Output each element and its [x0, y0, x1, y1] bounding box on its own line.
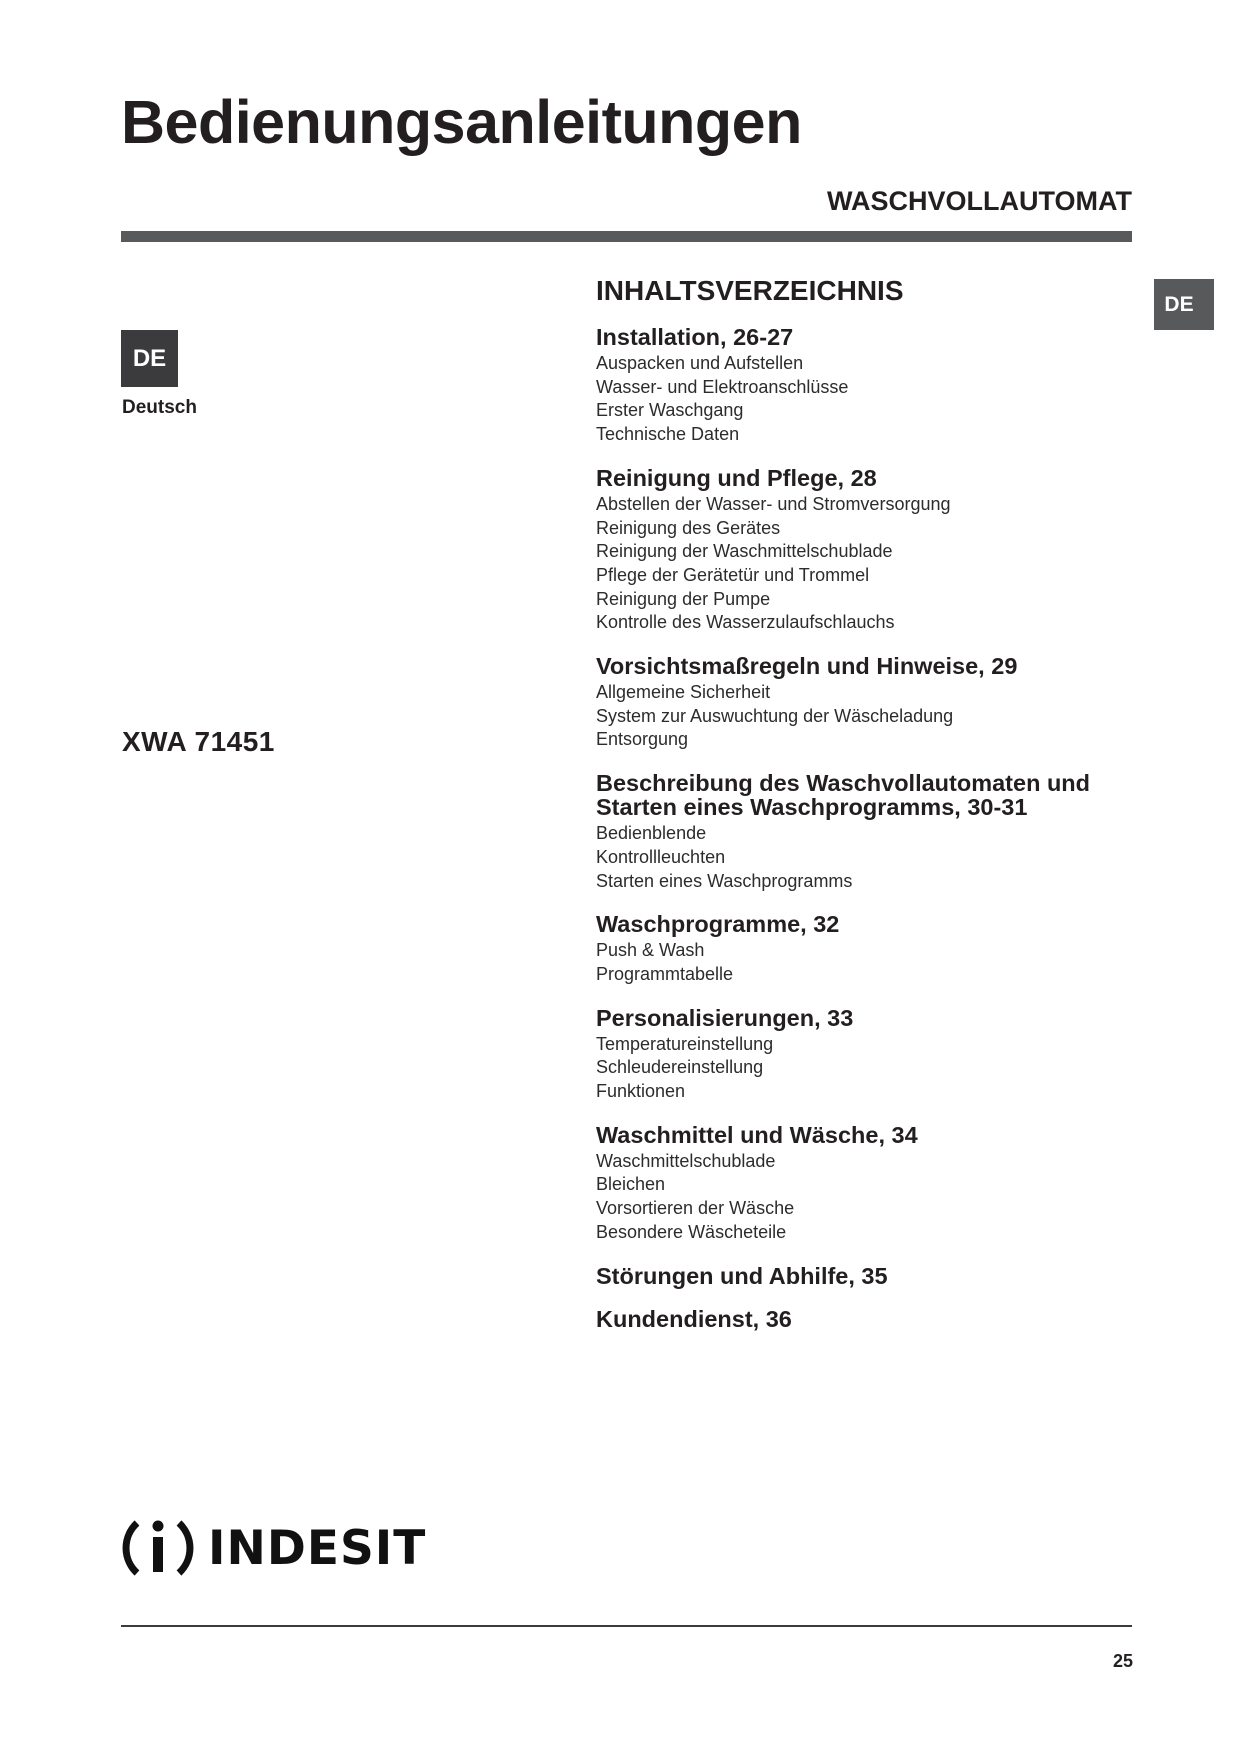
- toc-section: [596, 466, 1136, 635]
- toc-section-title[interactable]: Installation, 26-27: [596, 324, 794, 350]
- toc-entry[interactable]: Vorsortieren der Wäsche: [596, 1198, 795, 1219]
- header-divider: [121, 231, 1132, 242]
- product-type: WASCHVOLLAUTOMAT: [827, 186, 1132, 216]
- toc-entry[interactable]: Pflege der Gerätetür und Trommel: [596, 564, 870, 585]
- indesit-i-icon: [120, 1510, 196, 1586]
- toc-sections: [596, 325, 1136, 1331]
- toc-entry[interactable]: Push & Wash: [596, 940, 705, 961]
- toc-entry[interactable]: Waschmittelschublade: [596, 1150, 776, 1171]
- toc-entry[interactable]: Kontrolle des Wasserzulaufschlauchs: [596, 612, 895, 633]
- toc-entry[interactable]: Erster Waschgang: [596, 400, 744, 421]
- brand-name: INDESIT: [208, 1520, 427, 1576]
- toc-entry[interactable]: Funktionen: [596, 1081, 686, 1102]
- toc-entry[interactable]: System zur Auswuchtung der Wäscheladung: [596, 705, 954, 726]
- language-name: Deutsch: [122, 397, 197, 418]
- toc-section-title[interactable]: Waschmittel und Wäsche, 34: [596, 1121, 918, 1148]
- toc-entry[interactable]: Reinigung der Waschmittelschublade: [596, 541, 893, 562]
- page-title: Bedienungsanleitungen: [121, 88, 802, 156]
- toc-section: [596, 1264, 1136, 1288]
- toc-entry[interactable]: Bedienblende: [596, 823, 707, 844]
- toc-entry[interactable]: Wasser- und Elektroanschlüsse: [596, 376, 849, 397]
- toc-section: [596, 1307, 1136, 1331]
- toc-entry[interactable]: Auspacken und Aufstellen: [596, 353, 804, 373]
- toc-entry[interactable]: Kontrollleuchten: [596, 846, 726, 867]
- toc-section: [596, 771, 1136, 893]
- toc-section-title[interactable]: Vorsichtsmaßregeln und Hinweise, 29: [596, 653, 1018, 680]
- table-of-contents: [596, 275, 1136, 1350]
- toc-section-title[interactable]: Personalisierungen, 33: [596, 1004, 854, 1031]
- toc-section-title[interactable]: Kundendienst, 36: [596, 1305, 792, 1332]
- toc-entry[interactable]: Entsorgung: [596, 729, 689, 750]
- toc-entry[interactable]: Besondere Wäscheteile: [596, 1221, 787, 1242]
- toc-section-title[interactable]: Waschprogramme, 32: [596, 911, 840, 938]
- toc-section: [596, 325, 1136, 447]
- toc-section: [596, 654, 1136, 752]
- toc-entry[interactable]: Abstellen der Wasser- und Stromversorgung: [596, 493, 951, 514]
- toc-section: [596, 912, 1136, 986]
- toc-section-title[interactable]: Beschreibung des Waschvollautomaten und Starten eines Waschprogramms, 30-31: [596, 770, 1091, 821]
- brand-logo: [120, 1510, 426, 1586]
- toc-entry[interactable]: Reinigung des Gerätes: [596, 517, 781, 538]
- toc-entry[interactable]: Programmtabelle: [596, 963, 734, 984]
- model-number: XWA 71451: [122, 726, 275, 757]
- toc-entry[interactable]: Technische Daten: [596, 424, 740, 445]
- footer-divider: [121, 1625, 1132, 1627]
- toc-section: [596, 1006, 1136, 1104]
- toc-entry[interactable]: Schleudereinstellung: [596, 1057, 764, 1078]
- toc-entry[interactable]: Reinigung der Pumpe: [596, 588, 771, 609]
- language-side-tab[interactable]: DE: [1154, 279, 1214, 330]
- toc-entry[interactable]: Bleichen: [596, 1174, 666, 1195]
- language-badge: DE: [121, 330, 178, 387]
- toc-section: [596, 1123, 1136, 1245]
- toc-entry[interactable]: Starten eines Waschprogramms: [596, 870, 853, 891]
- page-number: 25: [1112, 1651, 1133, 1671]
- toc-entry[interactable]: Temperatureinstellung: [596, 1033, 774, 1054]
- toc-section-title[interactable]: Störungen und Abhilfe, 35: [596, 1262, 888, 1289]
- toc-section-title[interactable]: Reinigung und Pflege, 28: [596, 464, 877, 491]
- toc-entry[interactable]: Allgemeine Sicherheit: [596, 682, 771, 703]
- toc-heading: INHALTSVERZEICHNIS: [596, 275, 904, 306]
